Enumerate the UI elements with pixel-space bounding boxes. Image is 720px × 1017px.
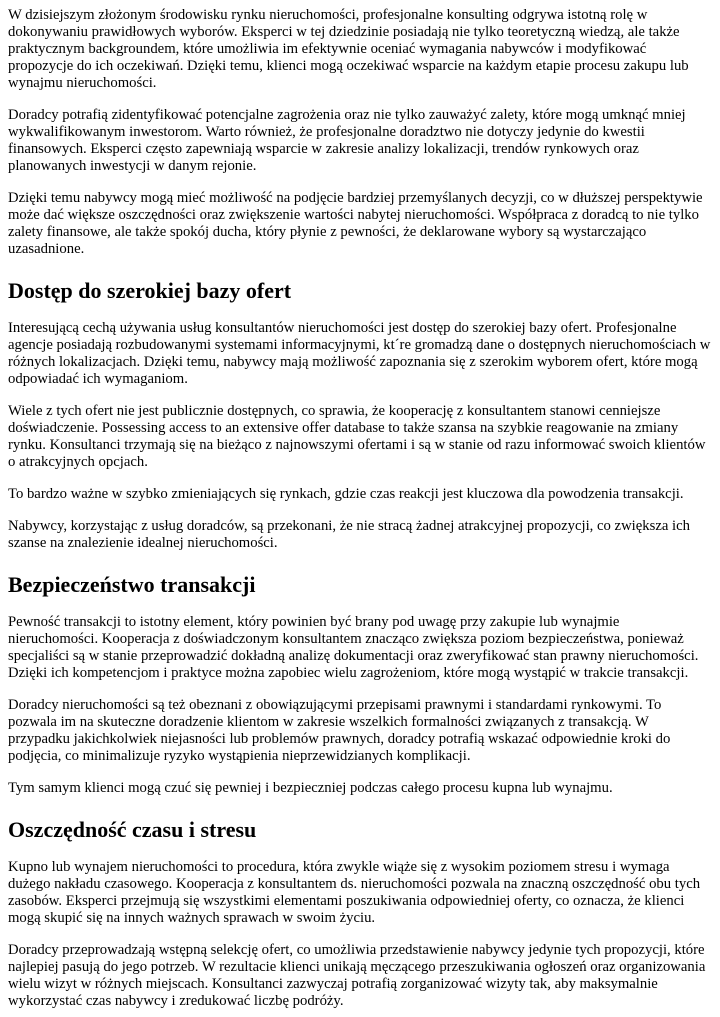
intro-paragraph-1: W dzisiejszym złożonym środowisku rynku nieruchomości, profesjonalne konsulting odgrywa istotną rolę w dokonywaniu prawidłowych wyborów. Eksperci w tej dziedzinie posiadają nie tylko teoretyczną wiedzą, ale także praktycznym backgroundem, które umożliwia im efektywnie oceniać wymagania nabywców i modyfikować propozycje do ich oczekiwań. Dzięki temu, klienci mogą oczekiwać wsparcie na każdym etapie procesu zakupu lub wynajmu nieruchomości. — [8, 7, 689, 91]
offer-database-paragraph-1: Interesującą cechą używania usług konsultantów nieruchomości jest dostęp do szerokiej bazy ofert. Profesjonalne agencje posiadają rozbudowanymi systemami informacyjnymi, kt´re gromadzą dane o dostępnych nieruchomościach w różnych lokalizacjach. Dzięki temu, nabywcy mają możliwość zapoznania się z szerokim wyborem ofert, które mogą odpowiadać ich wymaganiom. — [8, 320, 711, 387]
offer-database-paragraph-2: Wiele z tych ofert nie jest publicznie dostępnych, co sprawia, że kooperację z konsultantem stanowi cenniejsze doświadczenie. Possessing access to an extensive offer database to także szansa na szybkie reagowanie na zmiany rynku. Konsultanci trzymają się na bieżąco z najnowszymi ofertami i są w stanie od razu informować swoich klientów o atrakcyjnych opcjach. — [8, 403, 706, 470]
time-savings-paragraph-1: Kupno lub wynajem nieruchomości to procedura, która zwykle wiąże się z wysokim poziomem stresu i wymaga dużego nakładu czasowego. Kooperacja z konsultantem ds. nieruchomości pozwala na znaczną oszczędność obu tych zasobów. Eksperci przejmują się wszystkimi elementami poszukiwania odpowiedniej oferty, co oznacza, że klienci mogą skupić się na innych ważnych sprawach w swoim życiu. — [8, 859, 701, 926]
transaction-security-paragraph-3: Tym samym klienci mogą czuć się pewniej i bezpieczniej podczas całego procesu kupna lub wynajmu. — [8, 780, 613, 796]
intro-paragraph-2: Doradcy potrafią zidentyfikować potencjalne zagrożenia oraz nie tylko zauważyć zalety, które mogą umknąć mniej wykwalifikowanym inwestorom. Warto również, że profesjonalne doradztwo nie dotyczy jedynie do kwestii finansowych. Eksperci często zapewniają wsparcie w zakresie analizy lokalizacji, trendów rynkowych oraz planowanych inwestycji w danym rejonie. — [8, 107, 686, 174]
section-heading-transaction-security: Bezpieczeństwo transakcji — [8, 572, 256, 597]
transaction-security-paragraph-2: Doradcy nieruchomości są też obeznani z obowiązującymi przepisami prawnymi i standardami rynkowymi. To pozwala im na skuteczne doradzenie klientom w zakresie wszelkich formalności związanych z transakcją. W przypadku jakichkolwiek niejasności lub problemów prawnych, doradcy potrafią wskazać odpowiednie kroki do podjęcia, co minimalizuje ryzyko wystąpienia nieprzewidzianych komplikacji. — [8, 697, 671, 764]
transaction-security-paragraph-1: Pewność transakcji to istotny element, który powinien być brany pod uwagę przy zakupie lub wynajmie nieruchomości. Kooperacja z doświadczonym konsultantem znacząco zwiększa poziom bezpieczeństwa, ponieważ specjaliści są w stanie przeprowadzić dokładną analizę dokumentacji oraz zweryfikować stan prawny nieruchomości. Dzięki ich kompetencjom i praktyce można zapobiec wielu zagrożeniom, które mogą wystąpić w trakcie transakcji. — [8, 614, 699, 681]
time-savings-paragraph-2: Doradcy przeprowadzają wstępną selekcję ofert, co umożliwia przedstawienie nabywcy jedynie tych propozycji, które najlepiej pasują do jego potrzeb. W rezultacie klienci unikają męczącego przeszukiwania ogłoszeń oraz organizowania wielu wizyt w różnych miejscach. Konsultanci zazwyczaj potrafią zorganizować wizyty tak, aby maksymalnie wykorzystać czas nabywcy i zredukować liczbę podróży. — [8, 942, 706, 1009]
offer-database-paragraph-4: Nabywcy, korzystając z usług doradców, są przekonani, że nie stracą żadnej atrakcyjnej propozycji, co zwiększa ich szanse na znalezienie idealnej nieruchomości. — [8, 518, 690, 551]
article — [8, 7, 712, 1010]
section-heading-offer-database: Dostęp do szerokiej bazy ofert — [8, 278, 292, 303]
intro-paragraph-3: Dzięki temu nabywcy mogą mieć możliwość na podjęcie bardziej przemyślanych decyzji, co w dłuższej perspektywie może dać większe oszczędności oraz zwiększenie wartości nabytej nieruchomości. Współpraca z doradcą to nie tylko zalety finansowe, ale także spokój ducha, który płynie z pewności, że deklarowane wybory są wystarczająco uzasadnione. — [8, 190, 703, 257]
section-heading-time-savings: Oszczędność czasu i stresu — [8, 817, 257, 842]
offer-database-paragraph-3: To bardzo ważne w szybko zmieniających się rynkach, gdzie czas reakcji jest kluczowa dla powodzenia transakcji. — [8, 486, 684, 502]
